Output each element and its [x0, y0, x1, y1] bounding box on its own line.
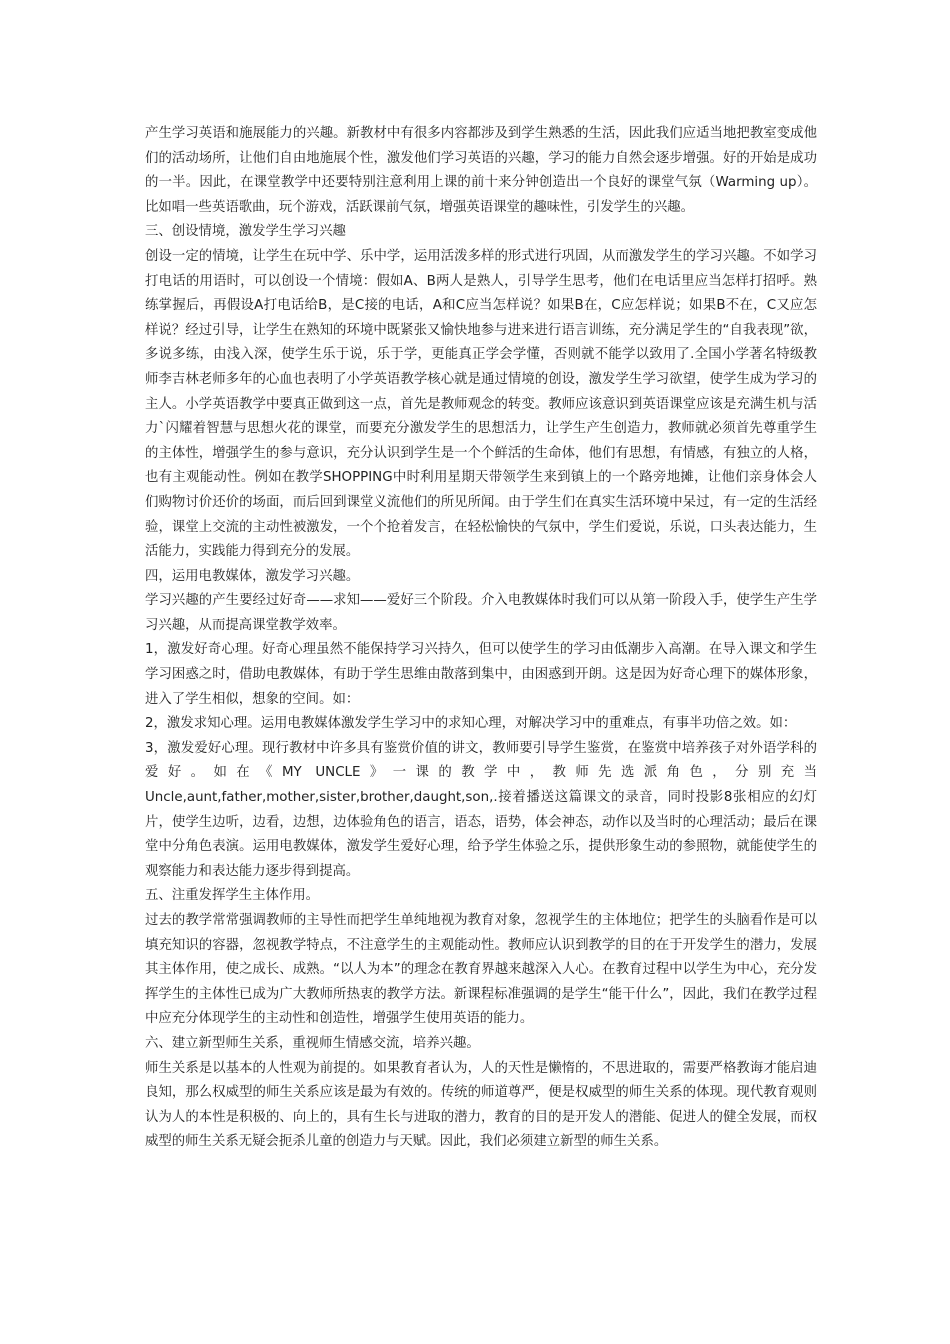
paragraph-item-1: 1，激发好奇心理。好奇心理虽然不能保持学习兴持久，但可以使学生的学习由低潮步入高潮。在导入课文和学生学习困惑之时，借助电教媒体，有助于学生思维由散落到集中，由困惑到开朗。这是因为好奇心理下的媒体形象，进入了学生相似，想象的空间。如： [145, 642, 817, 707]
paragraph-section-6: 师生关系是以基本的人性观为前提的。如果教育者认为，人的天性是懒惰的，不思进取的，需要严格教诲才能启迪良知，那么权威型的师生关系应该是最为有效的。传统的师道尊严，便是权威型的师生关系的体现。现代教育观则认为人的本性是积极的、向上的，具有生长与进取的潜力，教育的目的是开发人的潜能、促进人的健全发展，而权威型的师生关系无疑会扼杀儿童的创造力与天赋。因此，我们必须建立新型的师生关系。 [145, 1060, 817, 1150]
section-heading-6: 六、建立新型师生关系，重视师生情感交流，培养兴趣。 [145, 1035, 480, 1051]
paragraph-section-3: 创设一定的情境，让学生在玩中学、乐中学，运用活泼多样的形式进行巩固，从而激发学生的学习兴趣。不如学习打电话的用语时，可以创设一个情境：假如A、B两人是熟人，引导学生思考，他们在电话里应当怎样打招呼。熟练掌握后，再假设A打电话给B，是C接的电话，A和C应当怎样说？如果B在，C应怎样说；如果B不在，C又应怎样说？经过引导，让学生在熟知的环境中既紧张又愉快地参与进来进行语言训练，充分满足学生的“自我表现”欲，多说多练，由浅入深，使学生乐于说，乐于学，更能真正学会学懂，否则就不能学以致用了.全国小学著名特级教师李吉林老师多年的心血也表明了小学英语教学核心就是通过情境的创设，激发学生学习欲望，使学生成为学习的主人。小学英语教学中要真正做到这一点，首先是教师观念的转变。教师应该意识到英语课堂应该是充满生机与活力`闪耀着智慧与思想火花的课堂，而要充分激发学生的思想活力，让学生产生创造力，教师就必须首先尊重学生的主体性，增强学生的参与意识，充分认识到学生是一个个鲜活的生命体，他们有思想，有情感，有独立的人格，也有主观能动性。例如在教学SHOPPING中时利用星期天带领学生来到镇上的一个路旁地摊，让他们亲身体会人们购物讨价还价的场面，而后回到课堂义流他们的所见所闻。由于学生们在真实生活环境中呆过，有一定的生活经验，课堂上交流的主动性被激发，一个个抢着发言，在轻松愉快的气氛中，学生们爱说，乐说，口头表达能力，生活能力，实践能力得到充分的发展。 [145, 248, 817, 560]
section-heading-4: 四，运用电教媒体，激发学习兴趣。 [145, 568, 360, 584]
section-heading-3: 三、创设情境，激发学生学习兴趣 [145, 224, 346, 240]
paragraph-section-4: 学习兴趣的产生要经过好奇——求知——爱好三个阶段。介入电教媒体时我们可以从第一阶段入手，使学生产生学习兴趣，从而提高课堂教学效率。 [145, 593, 817, 633]
paragraph-section-5: 过去的教学常常强调教师的主导性而把学生单纯地视为教育对象，忽视学生的主体地位；把学生的头脑看作是可以填充知识的容器，忽视教学特点，不注意学生的主观能动性。教师应认识到教学的目的在于开发学生的潜力，发展其主体作用，使之成长、成熟。“以人为本”的理念在教育界越来越深入人心。在教育过程中以学生为中心，充分发挥学生的主体性已成为广大教师所热衷的教学方法。新课程标准强调的是学生“能干什么”，因此，我们在教学过程中应充分体现学生的主动性和创造性，增强学生使用英语的能力。 [145, 913, 817, 1027]
paragraph-intro: 产生学习英语和施展能力的兴趣。新教材中有很多内容都涉及到学生熟悉的生活，因此我们应适当地把教室变成他们的活动场所，让他们自由地施展个性，激发他们学习英语的兴趣，学习的能力自然会逐步增强。好的开始是成功的一半。因此，在课堂教学中还要特别注意利用上课的前十来分钟创造出一个良好的课堂气氛（Warming up）。比如唱一些英语歌曲，玩个游戏，活跃课前气氛，增强英语课堂的趣味性，引发学生的兴趣。 [145, 126, 817, 215]
section-heading-5: 五、注重发挥学生主体作用。 [145, 888, 320, 904]
paragraph-item-3: 3，激发爱好心理。现行教材中许多具有鉴赏价值的讲文，教师要引导学生鉴赏，在鉴赏中培养孩子对外语学科的爱好。如在《MY UNCLE》一课的教学中，教师先选派角色，分别充当Uncle,aunt,father,mother,sister,brother,daught,son,.接着播送这篇课文的录音，同时投影8张相应的幻灯片，使学生边听，边看，边想，边体验角色的语言，语态，语势，体会神态，动作以及当时的心理活动；最后在课堂中分角色表演。运用电教媒体，激发学生爱好心理，给予学生体验之乐，提供形象生动的参照物，就能使学生的观察能力和表达能力逐步得到提高。 [145, 740, 817, 879]
document-page [145, 122, 817, 1155]
paragraph-item-2: 2，激发求知心理。运用电教媒体激发学生学习中的求知心理，对解决学习中的重难点，有事半功倍之效。如： [145, 716, 797, 732]
